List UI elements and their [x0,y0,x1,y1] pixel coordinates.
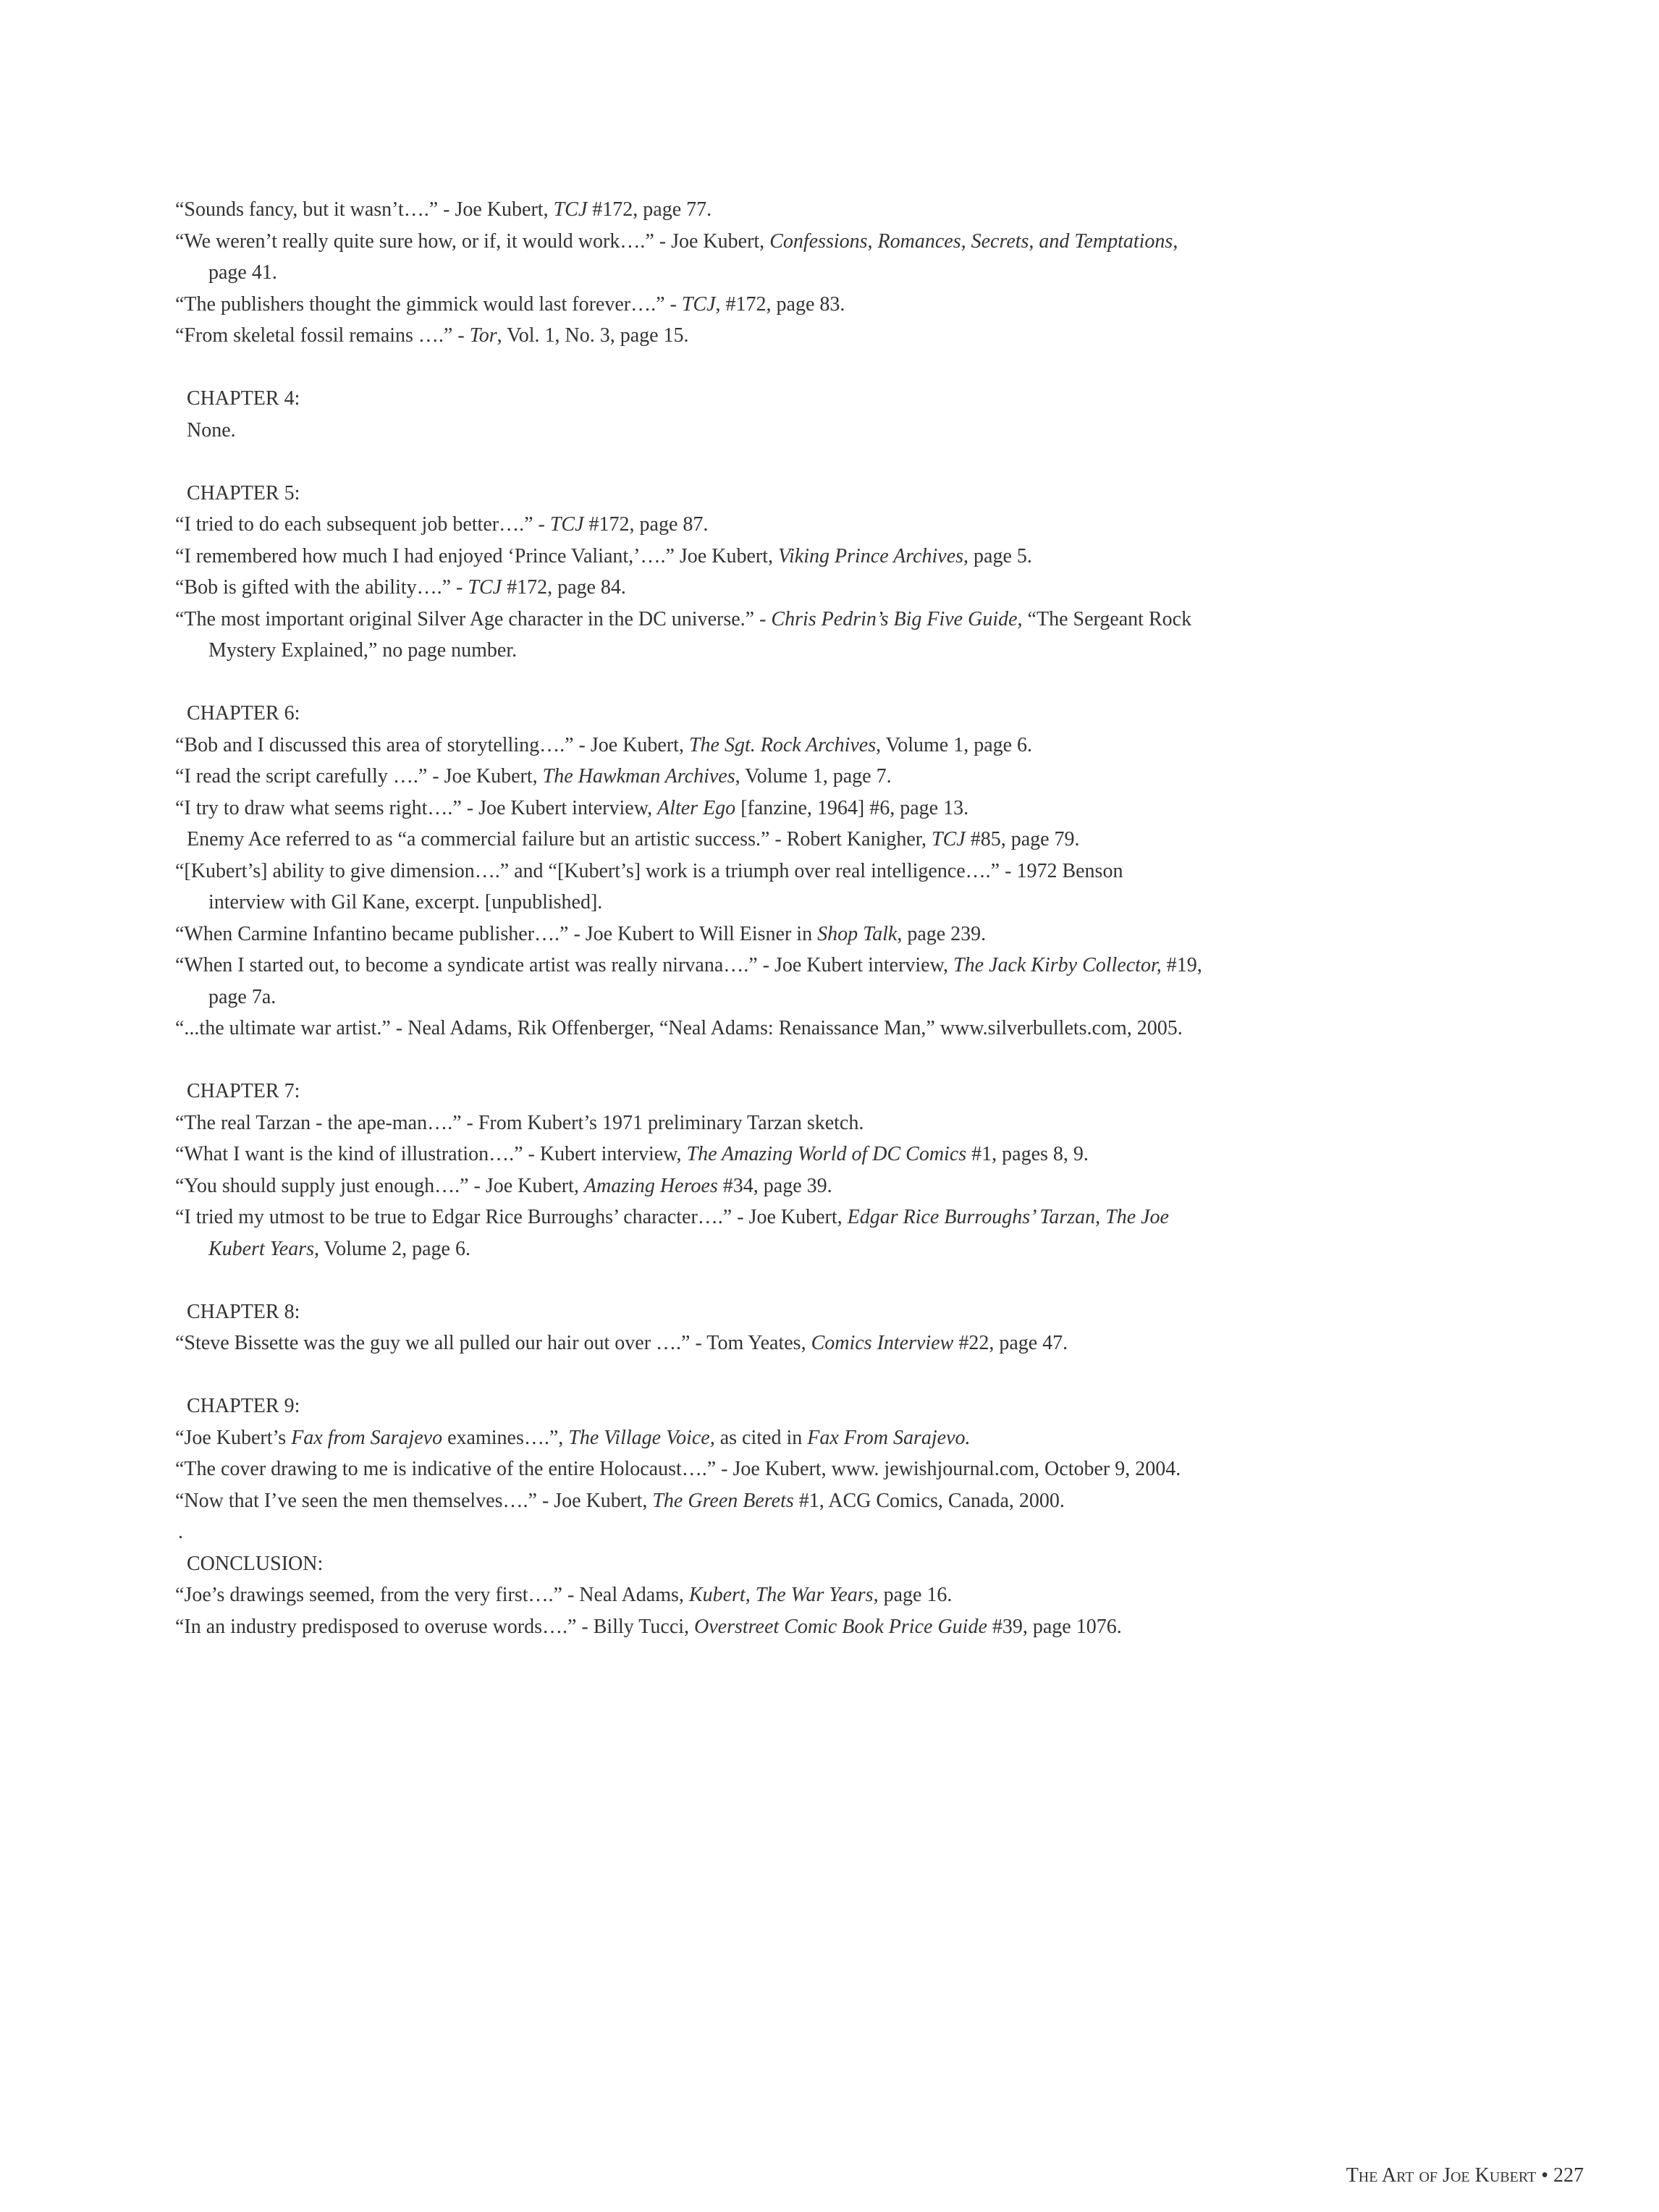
citation-text: #85, page 79. [965,828,1080,850]
citation-text: #172, page 87. [583,513,709,536]
note-text: None. [187,418,236,442]
chapter-heading: CHAPTER 8: [187,1300,300,1323]
citation-title: Comics Interview [811,1332,954,1354]
citation-text: as cited in [714,1426,808,1449]
citation-title: The Village Voice, [568,1426,715,1449]
citation-title: Alter Ego [657,796,736,819]
citation-entry [175,793,1203,824]
citation-title: Tor [469,324,497,347]
chapter-heading: CHAPTER 6: [187,702,300,725]
citation-text: “The real Tarzan - the ape-man….” - From Kubert’s 1971 preliminary Tarzan sketch. [175,1111,864,1134]
blank-line [175,1044,1203,1076]
chapter-heading: CHAPTER 5: [187,481,300,505]
citation-text: #22, page 47. [953,1332,1068,1354]
citation-text: “The publishers thought the gimmick would last forever….” - [175,292,682,316]
citation-title: The Jack Kirby Collector, [953,954,1162,976]
citation-title: Viking Prince Archives [777,544,964,567]
citation-text: “When I started out, to become a syndicate artist was really nirvana….” - Joe Kubert interview, [175,954,954,976]
source-notes [175,194,1203,1642]
citation-text: Enemy Ace referred to as “a commercial failure but an artistic success.” - Robert Kanigher, [187,828,932,850]
citation-text: examines….”, [442,1426,569,1449]
citation-title: The Green Berets [652,1489,794,1512]
citation-entry [175,1013,1203,1044]
citation-title: Chris Pedrin’s Big Five Guide, [771,607,1023,630]
citation-text: #39, page 1076. [987,1615,1122,1638]
citation-title: TCJ [681,292,716,316]
citation-title: TCJ [549,513,584,536]
citation-text: , page 16. [873,1584,953,1606]
citation-title: Overstreet Comic Book Price Guide [694,1615,987,1638]
citation-entry [175,509,1203,541]
citation-text: “I tried to do each subsequent job better….” - [175,513,550,536]
citation-title: Fax From Sarajevo. [807,1426,971,1449]
chapter-heading: CHAPTER 4: [187,387,300,410]
citation-text: “The most important original Silver Age character in the DC universe.” - [175,607,772,630]
citation-entry [175,1485,1203,1517]
citation-text: , Volume 2, page 6. [314,1237,470,1260]
citation-text: #34, page 39. [717,1174,832,1197]
citation-text: “From skeletal fossil remains ….” - [175,324,470,347]
citation-text: , #172, page 83. [715,292,845,316]
citation-text: , Volume 1, page 7. [735,765,892,788]
citation-entry [175,226,1203,289]
citation-text: “I remembered how much I had enjoyed ‘Prince Valiant,’….” Joe Kubert, [175,544,778,567]
citation-text: “Steve Bissette was the guy we all pulled our hair out over ….” - Tom Yeates, [175,1332,811,1354]
citation-entry [175,950,1203,1013]
citation-entry [175,1170,1203,1202]
citation-text: “Sounds fancy, but it wasn’t….” - Joe Kubert, [175,198,554,221]
citation-text: “What I want is the kind of illustration….” - Kubert interview, [175,1143,687,1165]
citation-text: , Volume 1, page 6. [876,733,1033,756]
page-number: 227 [1553,2164,1584,2187]
citation-entry [175,1422,1203,1454]
citation-text: “Bob is gifted with the ability….” - [175,576,468,599]
blank-line [175,1359,1203,1391]
citation-entry [175,730,1203,761]
citation-title: The Hawkman Archives [542,765,735,788]
citation-entry [175,194,1203,226]
citation-entry [175,856,1203,919]
citation-text: “Bob and I discussed this area of storytelling….” - Joe Kubert, [175,733,689,756]
citation-title: Kubert, The War Years [688,1584,874,1606]
citation-text: “In an industry predisposed to overuse words….” - Billy Tucci, [175,1615,695,1638]
citation-entry [175,320,1203,352]
chapter-heading: CHAPTER 9: [187,1395,300,1417]
citation-text: “I try to draw what seems right….” - Joe Kubert interview, [175,796,658,819]
citation-entry [175,1579,1203,1611]
citation-text: #172, page 77. [587,198,712,221]
citation-entry [175,541,1203,573]
citation-entry [175,289,1203,321]
citation-title: Fax from Sarajevo [291,1426,443,1449]
citation-entry [175,824,1203,856]
citation-text: , page 41. [208,229,1178,284]
citation-title: The Amazing World of DC Comics [686,1143,967,1165]
citation-text: “We weren’t really quite sure how, or if, it would work….” - Joe Kubert, [175,229,770,253]
citation-text: #19, page 7a. [208,954,1202,1008]
citation-text: “You should supply just enough….” - Joe Kubert, [175,1174,584,1197]
citation-text: “I tried my utmost to be true to Edgar Rice Burroughs’ character….” - Joe Kubert, [175,1206,848,1228]
citation-text: #172, page 84. [502,576,626,599]
citation-text: “Joe Kubert’s [175,1426,292,1449]
citation-text: , page 239. [897,922,987,945]
citation-text: #1, pages 8, 9. [966,1143,1089,1165]
running-title: The Art of Joe Kubert [1346,2164,1537,2187]
citation-entry [175,1611,1203,1643]
citation-title: Amazing Heroes [583,1174,718,1197]
citation-entry [175,604,1203,667]
page-footer [1346,2164,1584,2187]
citation-text: “[Kubert’s] ability to give dimension….” and “[Kubert’s] work is a triumph over real intelligence….” - 1972 Benson interview with Gil Kane, excerpt. [unpublished]. [175,859,1123,913]
citation-text: “...the ultimate war artist.” - Neal Adams, Rik Offenberger, “Neal Adams: Renaissance Man,” www.silverbullets.com, 2005. [175,1017,1183,1039]
citation-title: The Sgt. Rock Archives [688,733,877,756]
blank-line [175,352,1203,384]
citation-title: TCJ [932,828,966,850]
citation-entry [175,1202,1203,1265]
chapter-heading: CHAPTER 7: [187,1080,300,1102]
blank-line [175,667,1203,698]
blank-line [175,1265,1203,1296]
citation-entry [175,1107,1203,1139]
citation-text: , page 5. [963,544,1032,567]
citation-text: #1, ACG Comics, Canada, 2000. [793,1489,1065,1512]
citation-title: TCJ [468,576,502,599]
citation-text: “When Carmine Infantino became publisher….” - Joe Kubert to Will Eisner in [175,922,818,945]
citation-text: “Now that I’ve seen the men themselves….” - Joe Kubert, [175,1489,653,1512]
citation-text: “I read the script carefully ….” - Joe Kubert, [175,765,543,788]
citation-text: “The cover drawing to me is indicative of the entire Holocaust….” - Joe Kubert, www. jewishjournal.com, October 9, 2004. [175,1458,1181,1480]
citation-title: Confessions, Romances, Secrets, and Temptations [769,229,1173,253]
citation-title: TCJ [553,198,588,221]
citation-entry [175,761,1203,793]
citation-entry [175,1139,1203,1170]
citation-entry [175,919,1203,950]
citation-text: , Vol. 1, No. 3, page 15. [497,324,689,347]
stray-dot: . [178,1521,183,1543]
citation-title: Edgar Rice Burroughs’ Tarzan, The Joe Kubert Years [208,1206,1169,1260]
citation-entry [175,1327,1203,1359]
footer-separator: • [1541,2164,1548,2187]
citation-title: Shop Talk [817,922,898,945]
citation-text: “The Sergeant Rock Mystery Explained,” no page number. [208,607,1192,662]
citation-text: [fanzine, 1964] #6, page 13. [735,796,969,819]
chapter-heading: CONCLUSION: [187,1552,324,1575]
citation-entry [175,1453,1203,1485]
citation-entry [175,572,1203,604]
citation-text: “Joe’s drawings seemed, from the very first….” - Neal Adams, [175,1584,689,1606]
blank-line [175,446,1203,478]
